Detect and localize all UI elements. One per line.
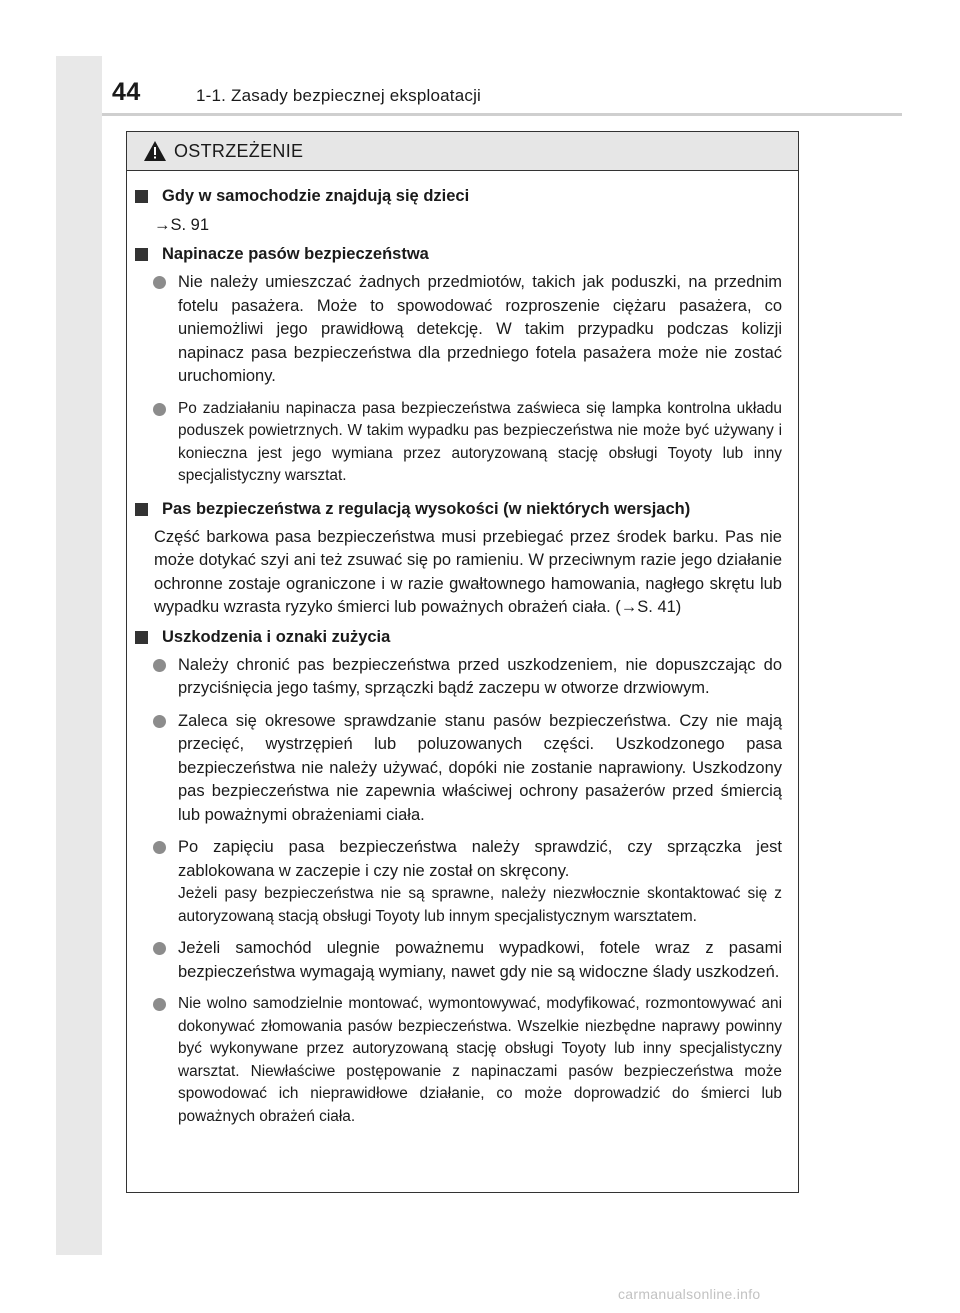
bullet-text: Należy chronić pas bezpieczeństwa przed uszkodzeniem, nie dopuszczając do przyciśnięcia jego taśmy, sprzączki bądź zaczepu w otworze drzwiowym.: [178, 655, 782, 697]
warning-title: OSTRZEŻENIE: [174, 140, 304, 161]
section-heading: [134, 242, 782, 266]
heading-text: Uszkodzenia i oznaki zużycia: [162, 627, 391, 646]
page-number: 44: [112, 78, 141, 106]
watermark: carmanualsonline.info: [618, 1286, 761, 1302]
round-bullet-icon: [153, 841, 166, 854]
square-bullet-icon: [135, 503, 148, 516]
bullet-text: Nie należy umieszczać żadnych przedmiotów, takich jak poduszki, na przednim fotelu pasażera. Może to spowodować rozproszenie ciężaru pasażera, co uniemożliwi jego prawidłową detekcję. W takim przypadku podczas kolizji napinacz pasa bezpieczeństwa dla przedniego fotela pasażera może nie zostać uruchomiony.: [178, 273, 782, 385]
heading-text: Napinacze pasów bezpieczeństwa: [162, 245, 429, 263]
bullet-text: Po zapięciu pasa bezpieczeństwa należy sprawdzić, czy sprzączka jest zablokowana w zaczepie i czy nie został on skręcony.: [178, 838, 782, 880]
cross-reference: →S. 91: [154, 216, 210, 234]
section-title: 1-1. Zasady bezpiecznej eksploatacji: [196, 86, 482, 105]
bullet-item: [134, 937, 782, 984]
section-heading: [134, 625, 782, 649]
round-bullet-icon: [153, 403, 166, 416]
bullet-item: [134, 836, 782, 928]
bullet-text: Po zadziałaniu napinacza pasa bezpieczeństwa zaświeca się lampka kontrolna układu poduszek powietrznych. W takim wypadku pas bezpieczeństwa nie może być używany i konieczna jest jego wymiana przez autoryzowaną stację obsługi Toyoty lub inny specjalistyczny warsztat.: [178, 399, 782, 484]
square-bullet-icon: [135, 631, 148, 644]
round-bullet-icon: [153, 659, 166, 672]
header-rule: [102, 113, 902, 116]
bullet-item: [134, 710, 782, 828]
bullet-item: [134, 654, 782, 701]
bullet-text: Jeżeli samochód ulegnie poważnemu wypadkowi, fotele wraz z pasami bezpieczeństwa wymagają wymiany, nawet gdy nie są widoczne ślady uszkodzeń.: [178, 939, 782, 981]
round-bullet-icon: [153, 942, 166, 955]
round-bullet-icon: [153, 998, 166, 1011]
warning-header: [127, 132, 798, 171]
square-bullet-icon: [135, 248, 148, 261]
bullet-text: Nie wolno samodzielnie montować, wymontowywać, modyfikować, rozmontowywać ani dokonywać złomowania pasów bezpieczeństwa. Wszelkie niezbędne naprawy powinny być wykonywane przez autoryzowaną stację obsługi Toyoty lub inny specjalistyczny warsztat. Niewłaściwe postępowanie z napinaczami pasów bezpieczeństwa może spowodować ich nieprawidłowe działanie, co może doprowadzić do śmierci lub poważnych obrażeń ciała.: [178, 995, 782, 1125]
round-bullet-icon: [153, 276, 166, 289]
heading-text: Gdy w samochodzie znajdują się dzieci: [162, 187, 470, 205]
side-strip: [56, 56, 102, 1255]
bullet-item: [134, 993, 782, 1128]
section-heading: [134, 184, 782, 208]
section-paragraph: Część barkowa pasa bezpieczeństwa musi przebiegać przez środek barku. Pas nie może dotykać szyi ani też zsuwać się po ramieniu. W przeciwnym razie jego działanie ochronne zostaje ograniczone i w razie gwałtownego hamowania, nagłego skrętu lub wypadku wzrasta ryzyko śmierci lub poważnych obrażeń ciała. (→S. 41): [154, 527, 782, 616]
round-bullet-icon: [153, 715, 166, 728]
square-bullet-icon: [135, 190, 148, 203]
bullet-text: Zaleca się okresowe sprawdzanie stanu pasów bezpieczeństwa. Czy nie mają przecięć, wystrzępień lub poluzowanych części. Uszkodzonego pasa bezpieczeństwa nie należy używać, dopóki nie zostanie naprawiony. Uszkodzony pas bezpieczeństwa nie zapewnia właściwej ochrony pasażerów przed śmiercią lub poważnymi obrażeniami ciała.: [178, 711, 782, 824]
bullet-note: Jeżeli pasy bezpieczeństwa nie są sprawne, należy niezwłocznie skontaktować się z autoryzowaną stacją obsługi Toyoty lub innym specjalistycznym warsztatem.: [178, 885, 782, 925]
bullet-item: [134, 271, 782, 389]
warning-box: [126, 131, 799, 1193]
warning-content: [127, 171, 798, 1137]
warning-triangle-icon: [143, 140, 167, 162]
section-heading: [134, 497, 782, 521]
heading-text: Pas bezpieczeństwa z regulacją wysokości (w niektórych wersjach): [162, 499, 691, 518]
bullet-item: [134, 398, 782, 488]
